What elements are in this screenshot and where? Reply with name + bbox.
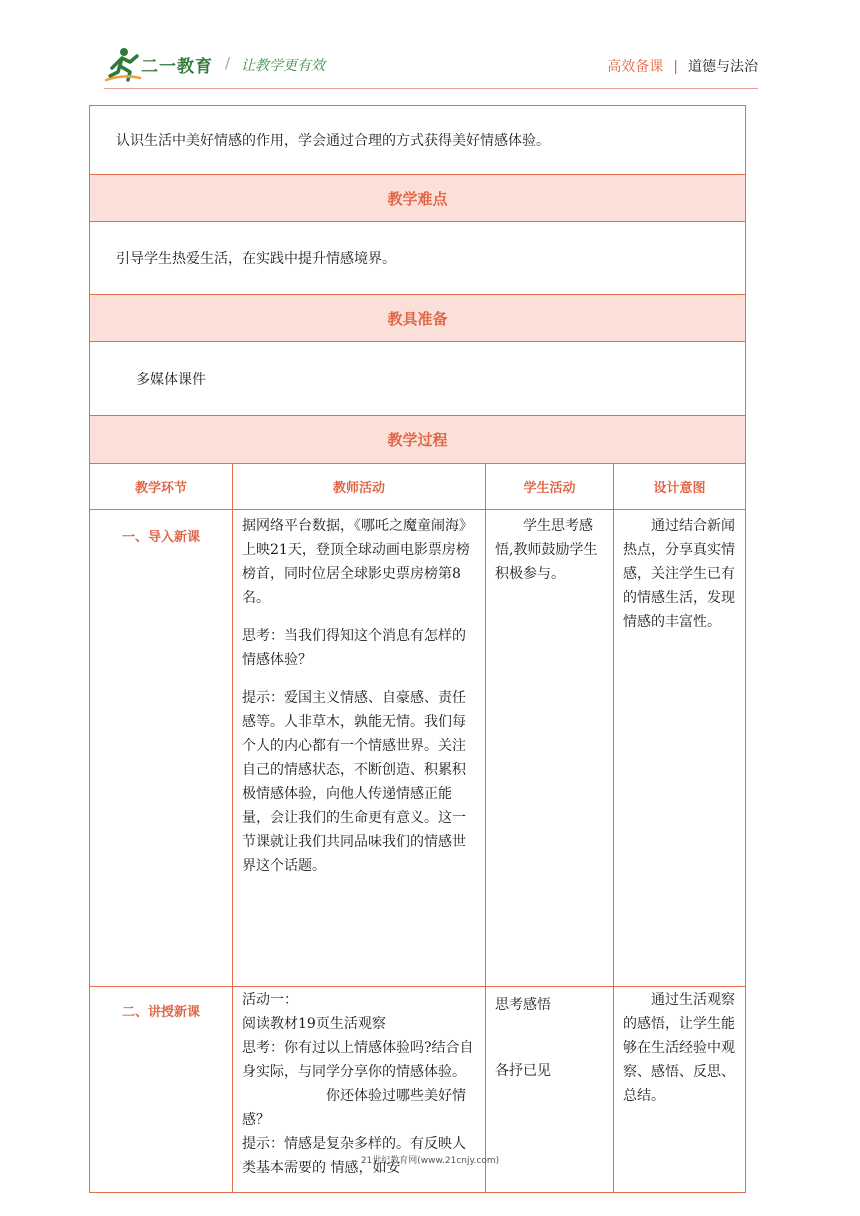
process-header-row <box>90 416 746 464</box>
student-activity <box>486 510 614 987</box>
difficulty-header-row <box>90 175 746 222</box>
teacher-paragraph: 思考：当我们得知这个消息有怎样的情感体验？ <box>242 628 466 668</box>
teacher-paragraph: 你还体验过哪些美好情感？ <box>242 1088 466 1128</box>
intent-paragraph: 通过结合新闻热点，分享真实情感，关注学生已有的情感生活，发现情感的丰富性。 <box>623 518 735 630</box>
slogan: 让教学更有效 <box>241 58 325 74</box>
col-intent: 设计意图 <box>614 464 746 510</box>
teacher-activity <box>233 510 486 987</box>
tools-header-row <box>90 295 746 342</box>
col-teacher: 教师活动 <box>233 464 486 510</box>
header-subject: 道德与法治 <box>688 59 758 75</box>
page-footer: 21世纪教育网(www.21cnjy.com) <box>360 1156 500 1166</box>
intent-paragraph: 通过生活观察的感悟，让学生能够在生活经验中观察、感悟、反思、总结。 <box>623 992 735 1104</box>
teacher-paragraph: 提示：爱国主义情感、自豪感、责任感等。人非草木，孰能无情。我们每个人的内心都有一个情感世界。关注自己的情感状态，不断创造、积累积极情感体验，向他人传递情感正能量，会让我们的生命更有意义。这一节课就让我们共同品味我们的情感世界这个话题。 <box>242 690 466 874</box>
goal-row <box>90 106 746 175</box>
difficulty-text: 引导学生热爱生活，在实践中提升情感境界。 <box>90 222 746 295</box>
header-right <box>607 56 758 76</box>
column-header-row <box>90 464 746 510</box>
teacher-paragraph: 活动一： <box>242 992 298 1008</box>
col-student: 学生活动 <box>486 464 614 510</box>
student-paragraph: 各抒已见 <box>495 1063 551 1079</box>
header-rule <box>104 88 758 89</box>
tools-row <box>90 342 746 416</box>
student-paragraph: 学生思考感悟,教师鼓励学生积极参与。 <box>495 518 598 582</box>
tools-text: 多媒体课件 <box>90 342 746 416</box>
header-divider: / <box>225 54 231 72</box>
tools-title: 教具准备 <box>90 295 746 342</box>
difficulty-title: 教学难点 <box>90 175 746 222</box>
goal-text: 认识生活中美好情感的作用，学会通过合理的方式获得美好情感体验。 <box>90 106 746 175</box>
teacher-paragraph: 据网络平台数据，《哪吒之魔童闹海》上映21天，登顶全球动画电影票房榜榜首，同时位居全球影史票房榜第8名。 <box>242 518 473 606</box>
teacher-paragraph: 阅读教材19页生活观察 <box>242 1016 386 1032</box>
process-title: 教学过程 <box>90 416 746 464</box>
teacher-paragraph: 提示：情感是复杂多样的。有反映人类基本需要的 情感，如安 <box>242 1136 466 1176</box>
table-row <box>90 510 746 987</box>
header-separator: | <box>673 59 678 75</box>
header-tag: 高效备课 <box>607 59 664 75</box>
student-paragraph: 思考感悟 <box>495 997 551 1013</box>
page-header <box>0 0 860 90</box>
stage-label: 一、导入新课 <box>90 510 233 987</box>
lesson-plan-table <box>89 105 746 1193</box>
stage-label: 二、讲授新课 <box>90 987 233 1193</box>
design-intent <box>614 510 746 987</box>
teacher-paragraph: 思考：你有过以上情感体验吗?结合自身实际，与同学分享你的情感体验。 <box>242 1040 474 1080</box>
logo-text: 二一教育 <box>141 57 213 77</box>
col-stage: 教学环节 <box>90 464 233 510</box>
difficulty-row <box>90 222 746 295</box>
